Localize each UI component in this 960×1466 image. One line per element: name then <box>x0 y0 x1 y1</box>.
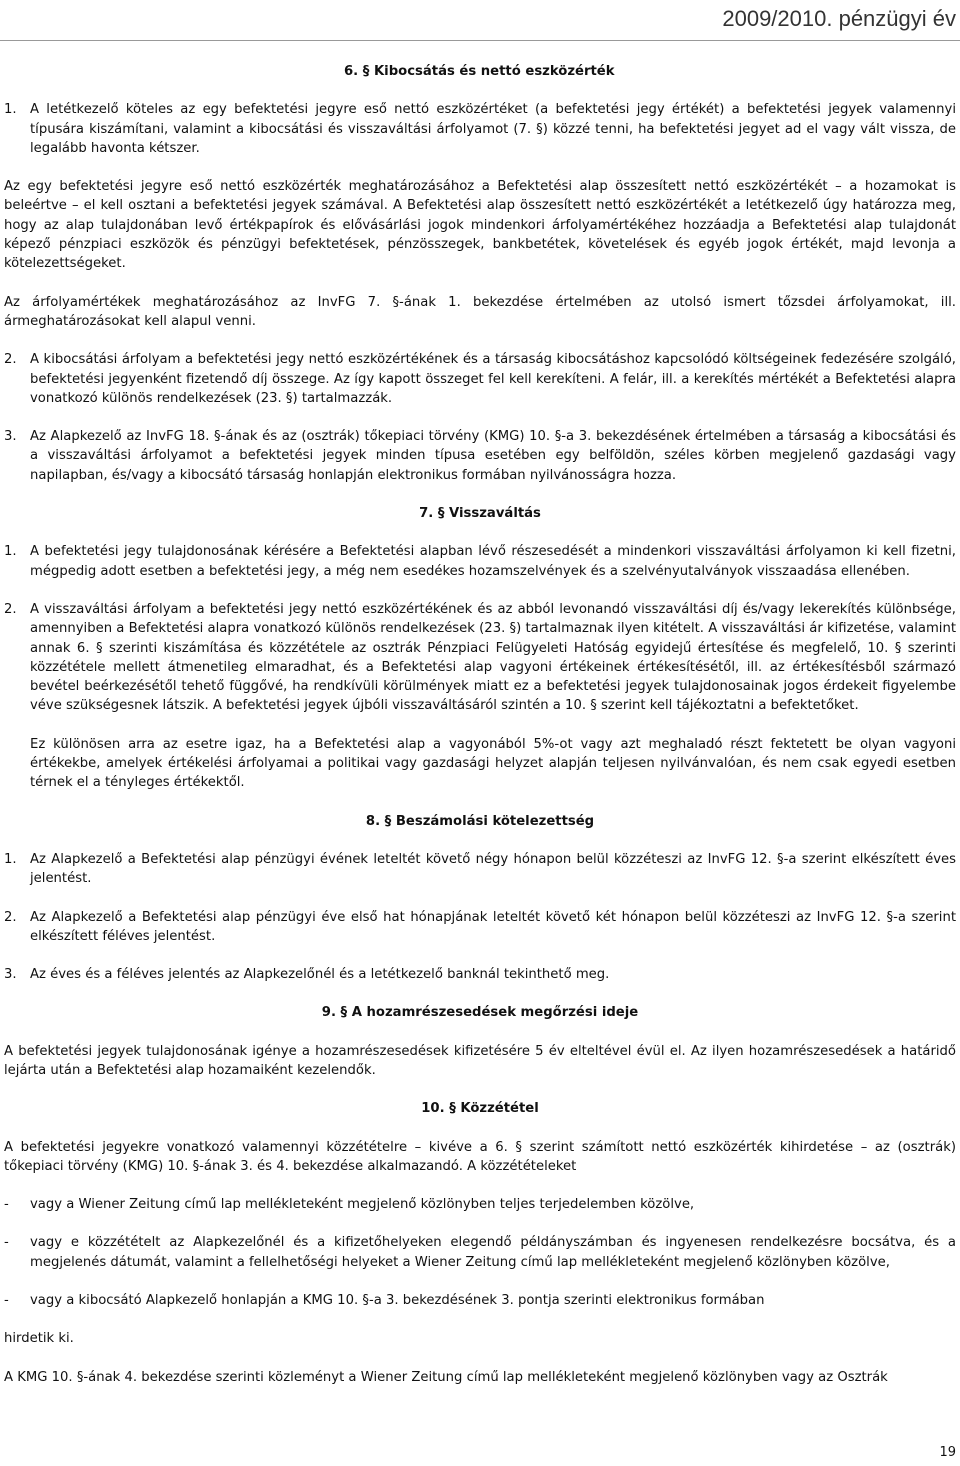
paragraph-text: A kibocsátási árfolyam a befektetési jegy nettó eszközértékének és a társaság kibocsátáshoz kapcsolódó költségeinek fedezésére szolgáló, befektetési jegyenként fizetendő díj összege. Az így kapott összeget fel kell kerekíteni. A felár, ill. a kerekítés mértékét a Befektetési alapra vonatkozó különös rendelkezések (23. §) tartalmazzák. <box>30 352 956 406</box>
paragraph-text: A letétkezelő köteles az egy befektetési jegyre eső nettó eszközértéket (a befektetési jegy értékét) a befektetési jegyek valamennyi típusára kiszámítani, valamint a kibocsátási és visszaváltási árfolyamot (7. §) közzé tenni, ha befektetési jegyet ad el vagy vált vissza, de legalább havonta kétszer. <box>30 102 956 156</box>
paragraph-text: Az Alapkezelő az InvFG 18. §-ának és az (osztrák) tőkepiaci törvény (KMG) 10. §-a 3. bekezdésének értelmében a társaság a kibocsátási és a visszaváltási árfolyamot a befektetési jegyek minden típusa esetében egy belföldön, széles körben megjelenő gazdasági vagy napilapban, és/vagy a kibocsátó társaság honlapján elektronikus formában nyilvánosságra hozza. <box>30 429 956 483</box>
bullet-dash: - <box>4 1293 9 1309</box>
section-10-bullet-3 <box>4 1291 956 1310</box>
section-7-paragraph-exception: Ez különösen arra az esetre igaz, ha a Befektetési alap a vagyonából 5%-ot vagy azt meghaladó részt fektetett be olyan vagyoni értékekbe, amelyek értékelési árfolyamai a politikai vagy gazdasági helyzet alapján teljesen nyilvánvalóan, és nem csak egyedi esetben térnek el a tényleges értékektől. <box>30 736 956 791</box>
section-8-item-2 <box>4 908 956 947</box>
section-10-paragraph-intro: A befektetési jegyekre vonatkozó valamennyi közzétételre – kivéve a 6. § szerint számított nettó eszközérték kihirdetése – az (osztrák) tőkepiaci törvény (KMG) 10. §-ának 3. és 4. bekezdése alkalmazandó. A közzétételeket <box>4 1139 956 1174</box>
section-10-paragraph-announce: hirdetik ki. <box>4 1331 74 1347</box>
bullet-dash: - <box>4 1235 9 1251</box>
item-number: 2. <box>4 352 17 368</box>
section-6-heading: 6. § Kibocsátás és nettó eszközérték <box>344 64 615 79</box>
item-number: 2. <box>4 909 17 925</box>
section-10-paragraph-kmg: A KMG 10. §-ának 4. bekezdése szerinti közleményt a Wiener Zeitung című lap mellékleteként megjelenő közlönyben vagy az Osztrák <box>4 1369 888 1385</box>
item-number: 3. <box>4 429 17 445</box>
bullet-text: vagy e közzétételt az Alapkezelőnél és a kifizetőhelyeken elegendő példányszámban és ingyenesen rendelkezésre bocsátva, és a megjelenés dátumát, valamint a fellelhetőségi helyeket a Wiener Zeitung című lap mellékleteként megjelenő közlönyben közölve, <box>30 1235 956 1270</box>
item-number: 1. <box>4 544 17 560</box>
section-9-heading: 9. § A hozamrészesedések megőrzési ideje <box>321 1005 639 1021</box>
section-7-item-1 <box>4 542 956 581</box>
item-number: 3. <box>4 967 17 983</box>
section-6-item-3 <box>4 427 956 485</box>
section-10-bullet-1 <box>4 1195 956 1214</box>
section-7-heading: 7. § Visszaváltás <box>419 506 541 522</box>
section-7-item-2 <box>4 600 956 716</box>
document-header-title: 2009/2010. pénzügyi év <box>722 6 956 31</box>
item-number: 1. <box>4 851 17 867</box>
bullet-text: vagy a kibocsátó Alapkezelő honlapján a KMG 10. §-a 3. bekezdésének 3. pontja szerinti elektronikus formában <box>30 1293 765 1309</box>
section-8-heading: 8. § Beszámolási kötelezettség <box>365 813 595 829</box>
bullet-dash: - <box>4 1197 9 1213</box>
paragraph-text: A visszaváltási árfolyam a befektetési jegy nettó eszközértékének és az abból levonandó visszaváltási díj és/vagy lekerekítés különbsége, amennyiben a Befektetési alapra vonatkozó különös rendelkezések (23. §) tartalmaznak ilyen kitételt. A visszaváltási ár kifizetése, valamint annak 6. § szerinti kiszámítása és közzététele az osztrák Pénzpiaci Felügyeleti Hatóság egyidejű értesítése és megfelelő, 10. § szerinti közzététele mellett átmenetileg elmaradhat, és a Befektetési alap vagyoni értékeinek értékesítésétől, ill. az értékesítésből származó bevétel beérkezésétől tehető függővé, ha rendkívüli körülmények miatt ez a befektetési jegyek tulajdonosainak jogos érdekeit figyelembe véve szükségesnek látszik. A befektetési jegyek újbóli visszaváltásáról szintén a 10. § szerint kell tájékoztatni a befektetőket. <box>30 601 956 714</box>
section-9-paragraph: A befektetési jegyek tulajdonosának igénye a hozamrészesedések kifizetésére 5 év elteltével évül el. Az ilyen hozamrészesedések a határidő lejárta után a Befektetési alap hozamaiként kezelendők. <box>4 1043 956 1078</box>
bullet-text: vagy a Wiener Zeitung című lap mellékleteként megjelenő közlönyben teljes terjedelemben közölve, <box>30 1197 695 1213</box>
section-10-bullet-2 <box>4 1233 956 1272</box>
document-body <box>4 62 956 1406</box>
paragraph-text: Az éves és a féléves jelentés az Alapkezelőnél és a letétkezelő banknál tekinthető meg. <box>30 967 610 983</box>
section-6-paragraph-net-value: Az egy befektetési jegyre eső nettó eszközérték meghatározásához a Befektetési alap összesített nettó eszközértékét – a hozamokat is beleértve – el kell osztani a befektetési jegyek számával. A Befektetési alap összesített nettó eszközértékét a letétkezelő úgy határozza meg, hogy az alap tulajdonában levő értékpapírok és elővásárlási jogok mindenkori árfolyamértékéhez hozzáadja a Befektetési alap tulajdonát képező pénzpiaci eszközök és pénzügyi befektetések, pénzösszegek, bankbetétek, követelések és egyéb jogok értékét, majd levonja a kötelezettségeket. <box>4 179 956 272</box>
item-number: 1. <box>4 102 17 118</box>
header-divider <box>0 40 960 41</box>
section-6-item-2 <box>4 350 956 408</box>
section-10-heading: 10. § Közzététel <box>421 1101 539 1117</box>
paragraph-text: Az Alapkezelő a Befektetési alap pénzügyi éve első hat hónapjának leteltét követő két hónapon belül közzéteszi az InvFG 12. §-a szerint elkészített féléves jelentést. <box>30 909 956 944</box>
paragraph-text: A befektetési jegy tulajdonosának kérésére a Befektetési alapban lévő részesedését a mindenkori visszaváltási árfolyamon ki kell fizetni, mégpedig adott esetben a befektetési jegy, a még nem esedékes hozamszelvények és a szelvényutalványok visszaadása ellenében. <box>30 544 956 579</box>
item-number: 2. <box>4 601 17 617</box>
section-6-item-1 <box>4 100 956 158</box>
paragraph-text: Az Alapkezelő a Befektetési alap pénzügyi évének leteltét követő négy hónapon belül közzéteszi az InvFG 12. §-a szerint elkészített éves jelentést. <box>30 851 956 887</box>
page-number: 19 <box>939 1445 956 1460</box>
section-6-paragraph-prices: Az árfolyamértékek meghatározásához az InvFG 7. §-ának 1. bekezdése értelmében az utolsó ismert tőzsdei árfolyamokat, ill. ármeghatározásokat kell alapul venni. <box>4 294 956 329</box>
section-8-item-1 <box>4 850 956 889</box>
section-8-item-3 <box>4 965 956 984</box>
